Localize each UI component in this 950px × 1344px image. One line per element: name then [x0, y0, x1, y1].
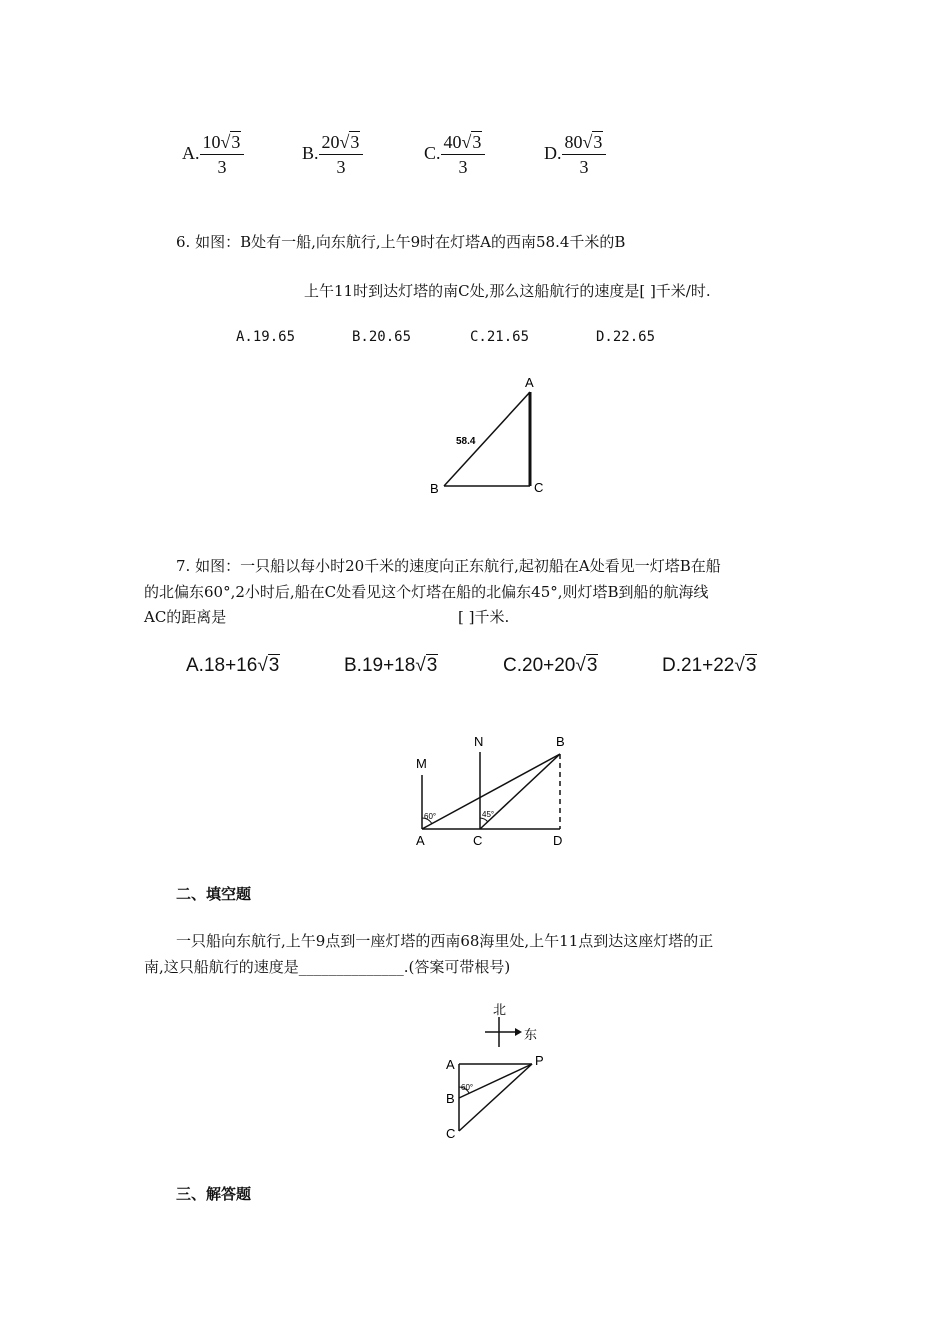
q7-figure [405, 730, 585, 852]
q5-option-c: C. $\frac{40√3}{3}$ [424, 132, 485, 178]
q7-line-3-a: AC的距离是 [144, 608, 227, 626]
line-bp [459, 1064, 532, 1098]
q7-line-3-b: [ ]千米. [458, 608, 510, 626]
q6-label-b: B [430, 481, 439, 496]
q7-option-a: A.18+16√3 [186, 655, 280, 676]
q5-option-d: D. $\frac{80√3}{3}$ [544, 132, 606, 178]
line-cp [459, 1064, 532, 1131]
q6-length-label: 58.4 [456, 436, 476, 447]
east-label: 东 [524, 1027, 538, 1042]
q6-option-b: B.20.65 [352, 329, 412, 345]
q6-triangle-figure [420, 370, 560, 500]
section-2-line-2: 南,这只船航行的速度是______________.(答案可带根号) [144, 958, 511, 976]
label-b: B [446, 1091, 455, 1106]
angle-60-label: 60° [461, 1083, 474, 1092]
q7-option-b: B.19+18√3 [344, 655, 438, 676]
q7-label-b: B [556, 734, 565, 749]
label-a: A [446, 1057, 455, 1072]
q5-option-a: A. $\frac{10√3}{3}$ [182, 132, 244, 178]
q6-label-a: A [525, 375, 534, 390]
q7-line-2: 的北偏东60°,2小时后,船在C处看见这个灯塔在船的北偏东45°,则灯塔B到船的航海线 [144, 583, 709, 601]
north-label: 北 [493, 1002, 507, 1017]
q6-line-2: 上午11时到达灯塔的南C处,那么这船航行的速度是[ ]千米/时. [304, 282, 711, 300]
q7-angle-60: 60° [424, 812, 437, 821]
label-c: C [446, 1126, 456, 1141]
east-arrowhead-icon [515, 1028, 522, 1036]
q7-label-c: C [473, 833, 483, 848]
q7-angle-45: 45° [482, 810, 495, 819]
q6-label-c: C [534, 480, 544, 495]
label-p: P [535, 1053, 544, 1068]
q7-line-1: 7. 如图：一只船以每小时20千米的速度向正东航行,起初船在A处看见一灯塔B在船 [176, 557, 721, 575]
section-2-figure [435, 995, 565, 1145]
section-3-heading: 三、解答题 [176, 1185, 252, 1203]
q7-label-m: M [416, 756, 427, 771]
q7-label-d: D [553, 833, 563, 848]
section-2-heading: 二、填空题 [176, 885, 252, 903]
q7-label-n: N [474, 734, 484, 749]
q6-line-1: 6. 如图：B处有一船,向东航行,上午9时在灯塔A的西南58.4千米的B [176, 233, 626, 251]
q6-option-d: D.22.65 [596, 329, 656, 345]
q5-option-b: B. $\frac{20√3}{3}$ [302, 132, 363, 178]
q7-option-c: C.20+20√3 [503, 655, 598, 676]
q7-label-a: A [416, 833, 425, 848]
q6-option-a: A.19.65 [236, 329, 296, 345]
q6-option-c: C.21.65 [470, 329, 530, 345]
q7-option-d: D.21+22√3 [662, 655, 757, 676]
section-2-line-1: 一只船向东航行,上午9点到一座灯塔的西南68海里处,上午11点到达这座灯塔的正 [176, 932, 714, 950]
